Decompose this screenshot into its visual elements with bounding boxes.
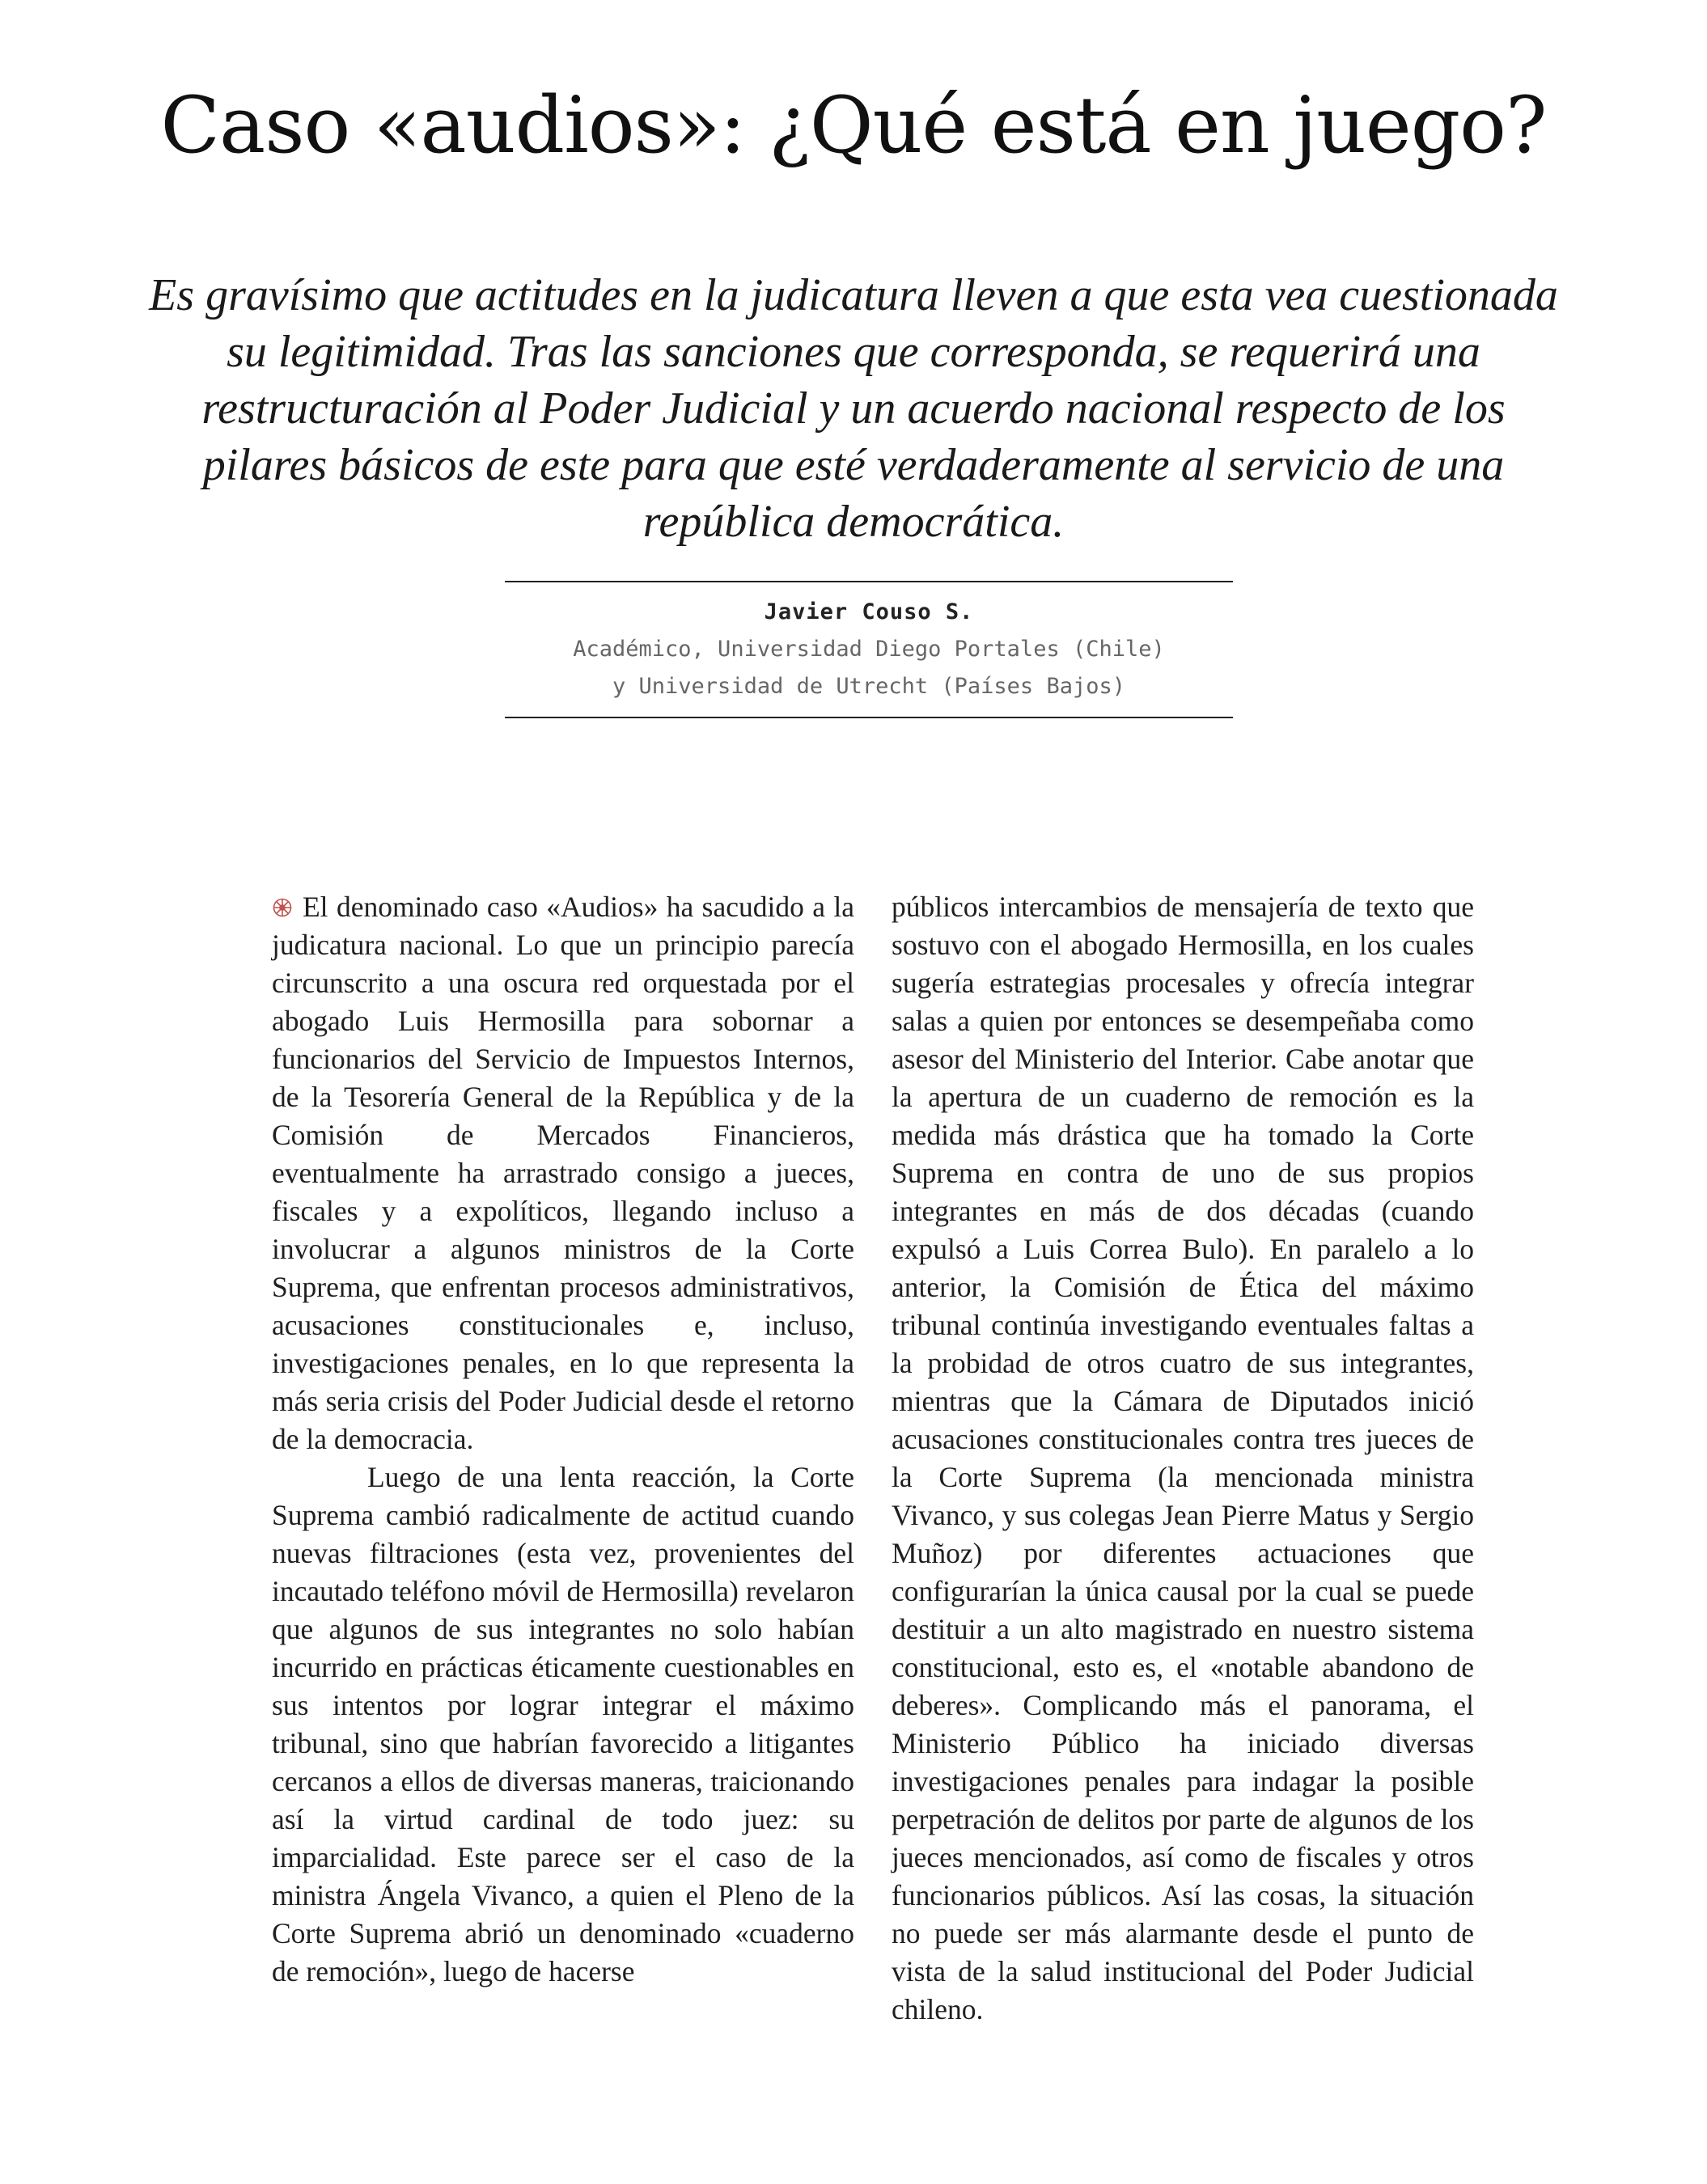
- author-name: Javier Couso S.: [764, 599, 974, 624]
- body-paragraph: Luego de una lenta reacción, la Corte Suprema cambió radicalmente de actitud cuando nuevas filtraciones (esta vez, provenientes del incautado teléfono móvil de Hermosilla) revelaron que algunos de sus integrantes no solo habían incurrido en prácticas éticamente cuestionables en sus intentos por lograr integrar el máximo tribunal, sino que habrían favorecido a litigantes cercanos a ellos de diversas maneras, traicionando así la virtud cardinal de todo juez: su imparcialidad. Este parece ser el caso de la ministra Ángela Vivanco, a quien el Pleno de la Corte Suprema abrió un denominado «cuaderno de remoción», luego de hacerse: [272, 1461, 854, 1987]
- byline: [505, 581, 1233, 718]
- body-column-right: [892, 888, 1474, 2029]
- rosette-icon: [272, 897, 293, 918]
- body-column-left: [272, 888, 854, 1991]
- article-title: Caso «audios»: ¿Qué está en juego?: [160, 80, 1547, 171]
- body-paragraph: públicos intercambios de mensajería de texto que sostuvo con el abogado Hermosilla, en los cuales sugería estrategias procesales y ofrecía integrar salas a quien por entonces se desempeñaba como asesor del Ministerio del Interior. Cabe anotar que la apertura de un cuaderno de remoción es la medida más drástica que ha tomado la Corte Suprema en contra de uno de sus propios integrantes en más de dos décadas (cuando expulsó a Luis Correa Bulo). En paralelo a lo anterior, la Comisión de Ética del máximo tribunal continúa investigando eventuales faltas a la probidad de otros cuatro de sus integrantes, mientras que la Cámara de Diputados inició acusaciones constitucionales contra tres jueces de la Corte Suprema (la mencionada ministra Vivanco, y sus colegas Jean Pierre Matus y Sergio Muñoz) por diferentes actuaciones que configurarían la única causal por la cual se puede destituir a un alto magistrado en nuestro sistema constitucional, esto es, el «notable abandono de deberes». Complicando más el panorama, el Ministerio Público ha iniciado diversas investigaciones penales para indagar la posible perpetración de delitos por parte de algunos de los jueces mencionados, así como de fiscales y otros funcionarios públicos. Así las cosas, la situación no puede ser más alarmante desde el punto de vista de la salud institucional del Poder Judicial chileno.: [892, 891, 1474, 2025]
- body-text: El denominado caso «Audios» ha sacudido a la judicatura nacional. Lo que un principio parecía circunscrito a una oscura red orquestada por el abogado Luis Hermosilla para sobornar a funcionarios del Servicio de Impuestos Internos, de la Tesorería General de la República y de la Comisión de Mercados Financieros, eventualmente ha arrastrado consigo a jueces, fiscales y a expolíticos, llegando incluso a involucrar a algunos ministros de la Corte Suprema, que enfrentan procesos administrativos, acusaciones constitucionales e, incluso, investigaciones penales, en lo que representa la más seria crisis del Poder Judicial desde el retorno de la democracia.: [272, 891, 854, 1455]
- body-paragraph: [272, 888, 854, 1458]
- author-affiliation-line-1: Académico, Universidad Diego Portales (Chile): [573, 637, 1165, 662]
- author-affiliation-line-2: y Universidad de Utrecht (Países Bajos): [612, 674, 1125, 699]
- article-lede: Es gravísimo que actitudes en la judicatura lleven a que esta vea cuestionada su legitimidad. Tras las sanciones que corresponda, se requerirá una restructuración al Poder Judicial y un acuerdo nacional respecto de los pilares básicos de este para que esté verdaderamente al servicio de una república democrática.: [149, 270, 1558, 547]
